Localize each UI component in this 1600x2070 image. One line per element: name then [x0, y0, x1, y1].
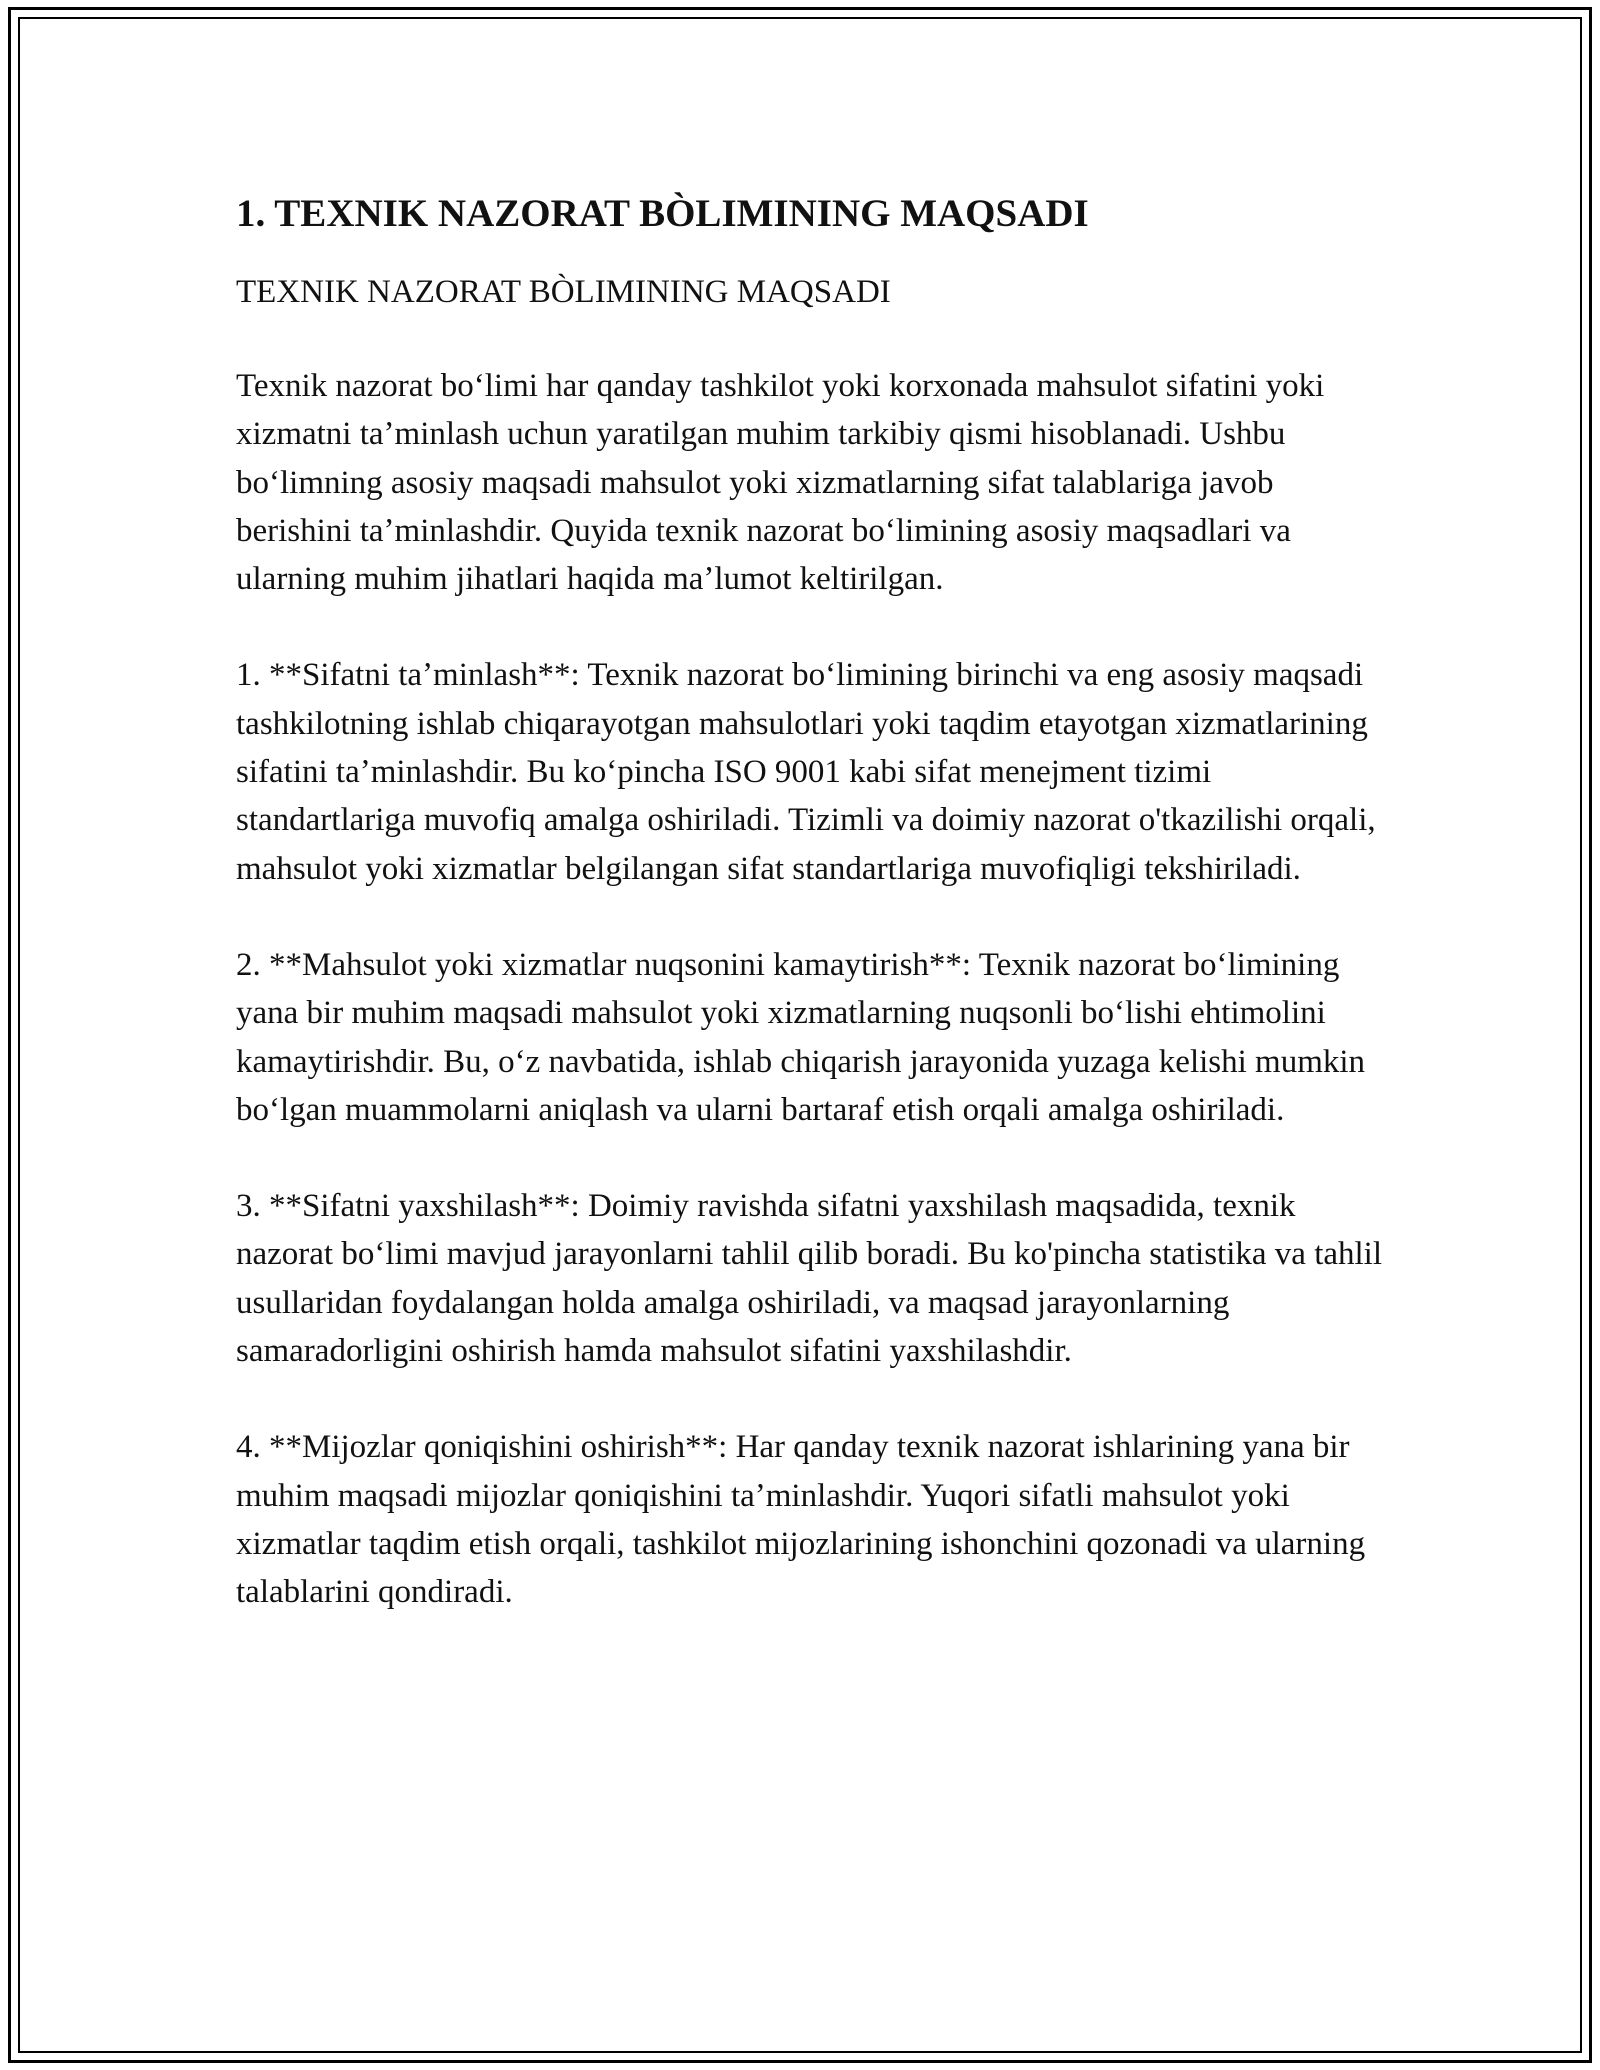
list-item: 4. **Mijozlar qoniqishini oshirish**: Har qanday texnik nazorat ishlarining yana bir muhim maqsadi mijozlar qoniqishini taʼminlashdir. Yuqori sifatli mahsulot yoki xizmatlar taqdim etish orqali, tashkilot mijozlarining ishonchini qozonadi va ularning talablarini qondiradi.	[236, 1429, 1366, 1611]
list-item: 3. **Sifatni yaxshilash**: Doimiy ravishda sifatni yaxshilash maqsadida, texnik nazorat boʻlimi mavjud jarayonlarni tahlil qilib boradi. Bu ko'pincha statistika va tahlil usullaridan foydalangan holda amalga oshiriladi, va maqsad jarayonlarning samaradorligini oshirish hamda mahsulot sifatini yaxshilashdir.	[236, 1188, 1383, 1370]
document-subheading: TEXNIK NAZORAT BÒLIMINING MAQSADI	[236, 274, 891, 310]
intro-paragraph: Texnik nazorat boʻlimi har qanday tashkilot yoki korxonada mahsulot sifatini yoki xizmatni taʼminlash uchun yaratilgan muhim tarkibiy qismi hisoblanadi. Ushbu boʻlimning asosiy maqsadi mahsulot yoki xizmatlarning sifat talablariga javob berishini taʼminlashdir. Quyida texnik nazorat boʻlimining asosiy maqsadlari va ularning muhim jihatlari haqida maʼlumot keltirilgan.	[236, 368, 1325, 598]
list-item: 1. **Sifatni taʼminlash**: Texnik nazorat boʻlimining birinchi va eng asosiy maqsadi tashkilotning ishlab chiqarayotgan mahsulotlari yoki taqdim etayotgan xizmatlarining sifatini taʼminlashdir. Bu koʻpincha ISO 9001 kabi sifat menejment tizimi standartlariga muvofiq amalga oshiriladi. Tizimli va doimiy nazorat o'tkazilishi orqali, mahsulot yoki xizmatlar belgilangan sifat standartlariga muvofiqligi tekshiriladi.	[236, 657, 1376, 887]
document-body	[236, 188, 1386, 1617]
document-heading: 1. TEXNIK NAZORAT BÒLIMINING MAQSADI	[236, 192, 1089, 235]
list-item: 2. **Mahsulot yoki xizmatlar nuqsonini kamaytirish**: Texnik nazorat boʻlimining yana bir muhim maqsadi mahsulot yoki xizmatlarning nuqsonli boʻlishi ehtimolini kamaytirishdir. Bu, oʻz navbatida, ishlab chiqarish jarayonida yuzaga kelishi mumkin boʻlgan muammolarni aniqlash va ularni bartaraf etish orqali amalga oshiriladi.	[236, 946, 1366, 1128]
